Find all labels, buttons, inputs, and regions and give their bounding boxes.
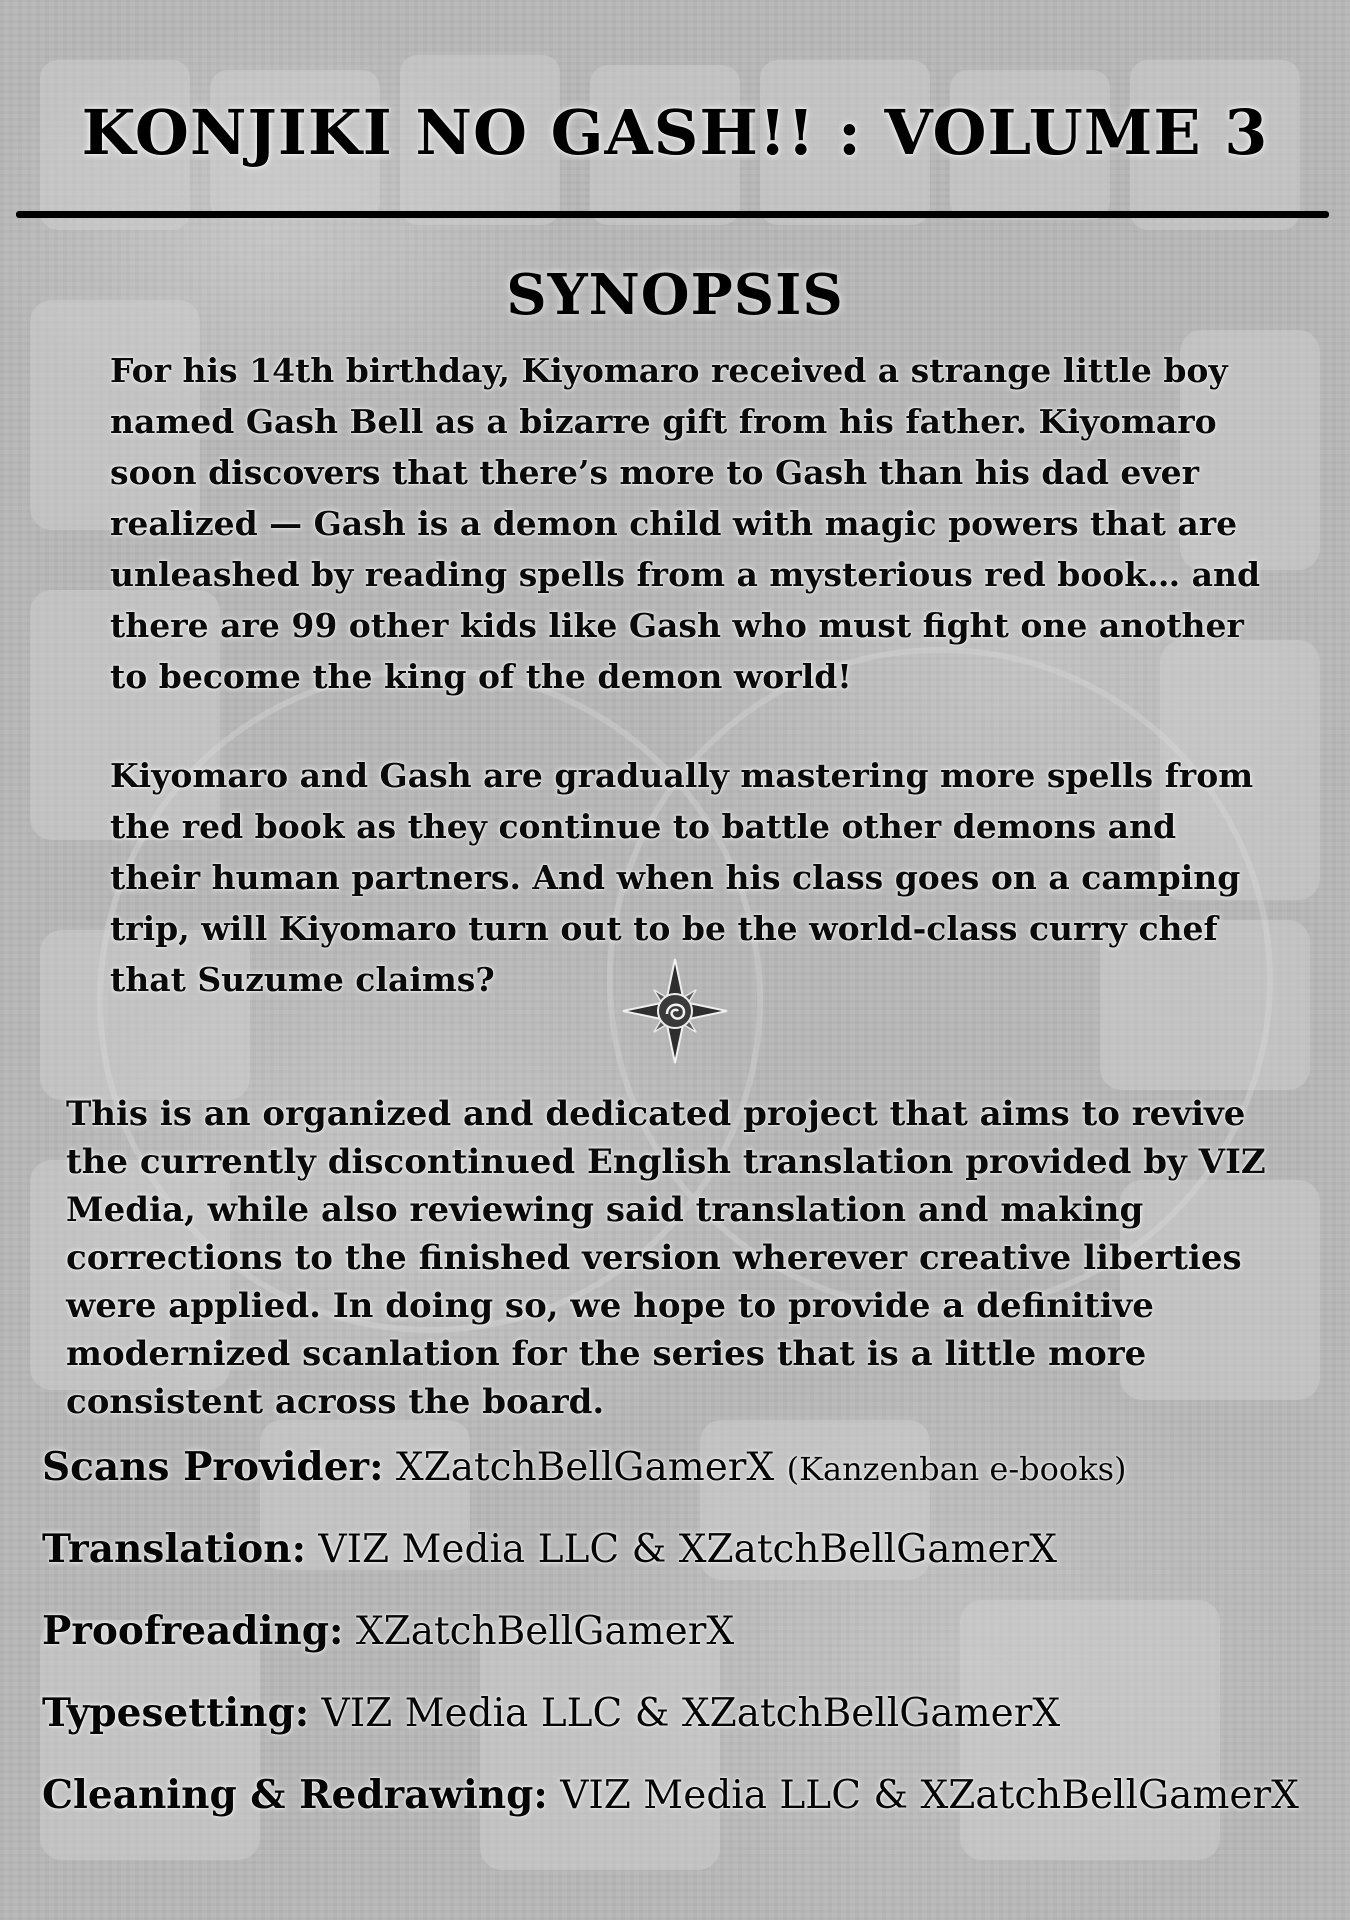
credit-label: Translation: bbox=[42, 1526, 306, 1572]
credit-value: VIZ Media LLC & XZatchBellGamerX bbox=[560, 1773, 1299, 1818]
credit-label: Cleaning & Redrawing: bbox=[42, 1772, 548, 1818]
credit-label: Scans Provider: bbox=[42, 1444, 384, 1490]
synopsis-paragraph-1: For his 14th birthday, Kiyomaro received a strange little boy named Gash Bell as a bizarre gift from his father. Kiyomaro soon discovers that there’s more to Gash than his dad ever realized — Gash is a demon child with magic powers that are unleashed by reading spells from a mysterious red book… and there are 99 other kids like Gash who must fight one another to become the king of the demon world! bbox=[110, 351, 1261, 696]
credit-label: Proofreading: bbox=[42, 1608, 344, 1654]
credit-typesetting bbox=[42, 1688, 1332, 1739]
credit-value: VIZ Media LLC & XZatchBellGamerX bbox=[318, 1527, 1058, 1572]
credit-cleaning-redrawing bbox=[42, 1770, 1332, 1821]
title-divider bbox=[16, 211, 1329, 218]
credit-scans-provider bbox=[42, 1442, 1332, 1494]
compass-star-icon bbox=[622, 958, 728, 1064]
credit-label: Typesetting: bbox=[42, 1690, 310, 1736]
page-title: KONJIKI NO GASH!! : VOLUME 3 bbox=[81, 96, 1269, 169]
credit-value: XZatchBellGamerX bbox=[395, 1445, 775, 1490]
project-description: This is an organized and dedicated project that aims to revive the currently discontinued English translation provided by VIZ Media, while also reviewing said translation and making corrections to the finished version wherever creative liberties were applied. In doing so, we hope to provide a definitive modernized scanlation for the series that is a little more consistent across the board. bbox=[66, 1094, 1266, 1422]
credit-value: XZatchBellGamerX bbox=[355, 1609, 735, 1654]
credit-note: (Kanzenban e-books) bbox=[786, 1450, 1127, 1488]
credit-translation bbox=[42, 1524, 1332, 1575]
synopsis-paragraph-2: Kiyomaro and Gash are gradually mastering more spells from the red book as they continue to battle other demons and their human partners. And when his class goes on a camping trip, will Kiyomaro turn out to be the world-class curry chef that Suzume claims? bbox=[110, 756, 1254, 999]
credit-proofreading bbox=[42, 1606, 1332, 1657]
synopsis-heading: SYNOPSIS bbox=[506, 262, 844, 328]
credit-value: VIZ Media LLC & XZatchBellGamerX bbox=[321, 1691, 1061, 1736]
